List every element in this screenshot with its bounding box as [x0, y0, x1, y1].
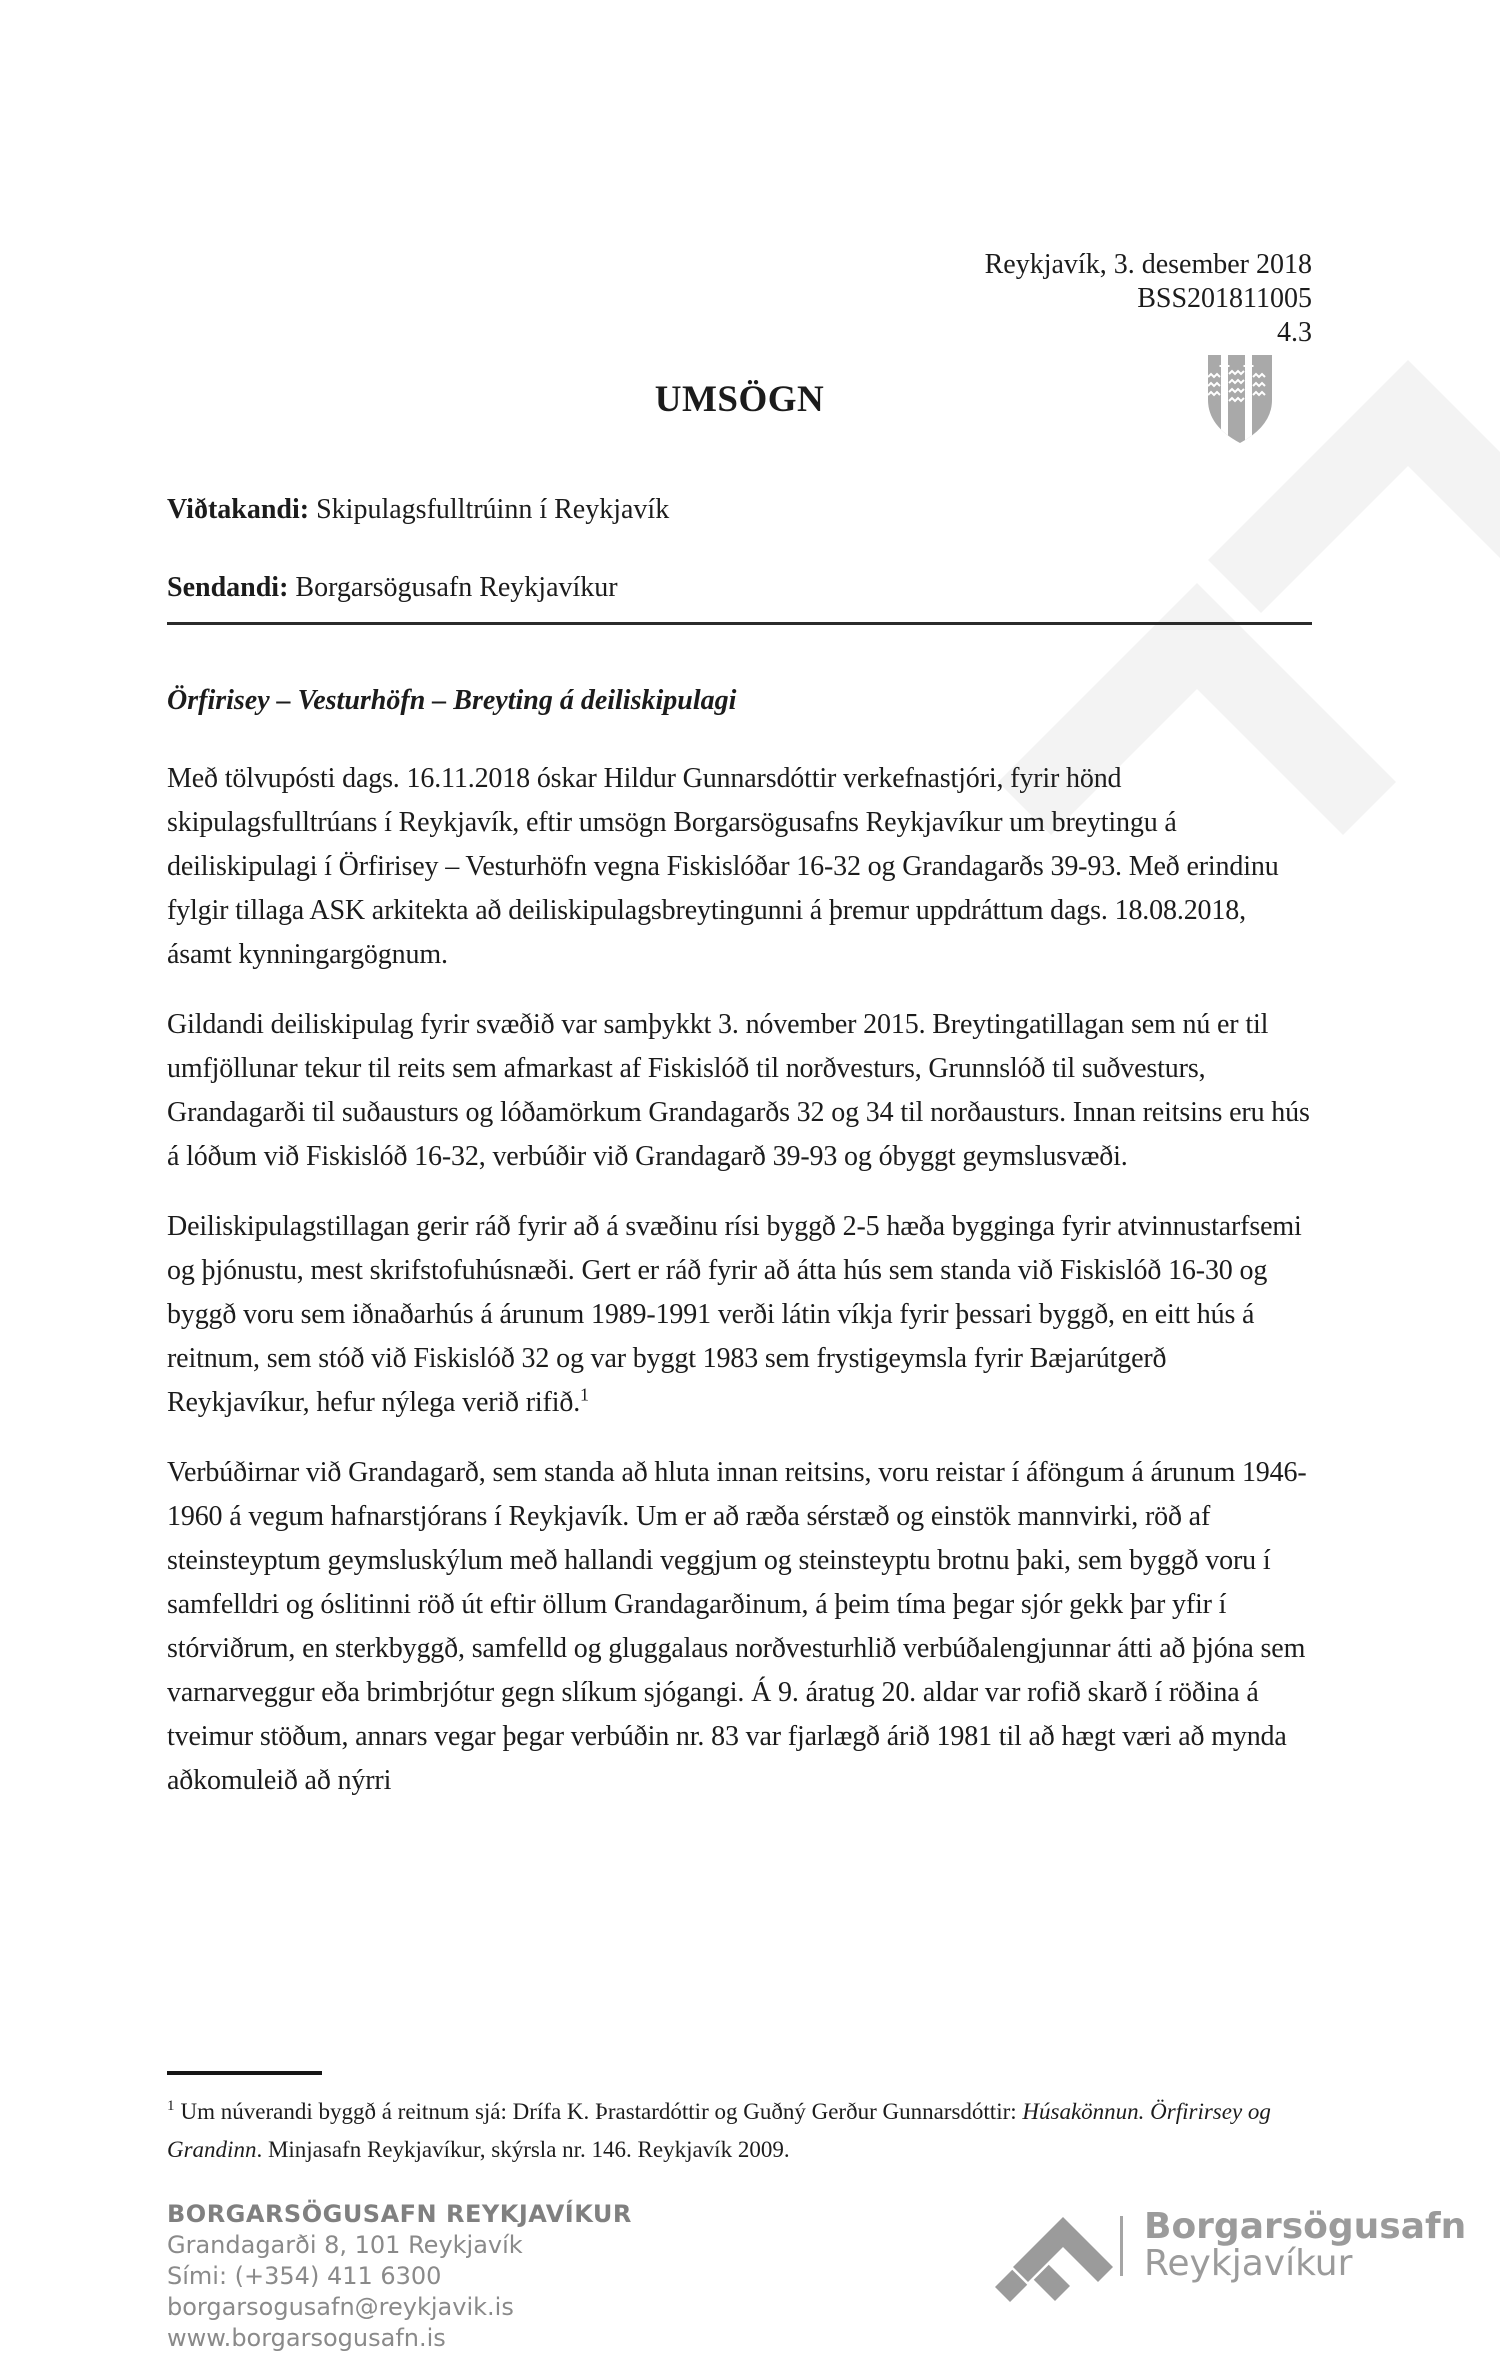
footer-website: www.borgarsogusafn.is — [167, 2324, 446, 2352]
sender-label: Sendandi: — [167, 572, 289, 603]
item-number: 4.3 — [1277, 317, 1312, 348]
footer-address: Grandagarði 8, 101 Reykjavík — [167, 2231, 523, 2259]
divider-rule — [167, 622, 1312, 625]
page-title: UMSÖGN — [654, 379, 825, 420]
footer-logo — [1144, 2208, 1466, 2282]
paragraph-2 — [167, 1003, 1312, 1179]
footer-logo-divider — [1120, 2216, 1123, 2276]
sender-row — [167, 570, 1312, 606]
document-body — [0, 248, 1500, 1803]
footer-logo-name-line1: Borgarsögusafn — [1144, 2206, 1467, 2247]
subject-heading: Örfirisey – Vesturhöfn – Breyting á deiliskipulagi — [167, 685, 737, 716]
footnote-italic-title: Húsakönnun. Örfirirsey og Grandinn — [167, 2099, 1271, 2162]
footnote-text: Um núverandi byggð á reitnum sjá: Drífa K. Þrastardóttir og Guðný Gerður Gunnarsdóttir: — [180, 2099, 1023, 2124]
sender-value: Borgarsögusafn Reykjavíkur — [295, 572, 618, 603]
footer-email: borgarsogusafn@reykjavik.is — [167, 2293, 514, 2321]
paragraph-2-text: Gildandi deiliskipulag fyrir svæðið var samþykkt 3. nóvember 2015. Breytingatillagan sem nú er til umfjöllunar tekur til reits sem afmarkast af Fiskislóð til norðvesturs, Grunnslóð til suðvesturs, Grandagarði til suðausturs og lóðamörkum Grandagarðs 32 og 34 til norðausturs. Innan reitsins eru hús á lóðum við Fiskislóð 16-32, verbúðir við Grandagarð 39-93 og óbyggt geymslusvæði. — [167, 1009, 1310, 1172]
footnote-reference: 1 — [580, 1384, 589, 1405]
case-id: BSS201811005 — [1137, 283, 1312, 314]
footer-logo-name-line2: Reykjavíkur — [1144, 2243, 1353, 2284]
paragraph-3 — [167, 1205, 1312, 1425]
document-page — [0, 248, 1500, 2371]
paragraph-4-text: Verbúðirnar við Grandagarð, sem standa að hluta innan reitsins, voru reistar í áföngum á árunum 1946-1960 á vegum hafnarstjórans í Reykjavík. Um er að ræða sérstæð og einstök mannvirki, röð af steinsteyptum geymsluskýlum með hallandi veggjum og steinsteyptu brotnu þaki, sem byggð voru í samfelldri og óslitinni röð út eftir öllum Grandagarðinum, á þeim tíma þegar sjór gekk þar yfir í stórviðrum, en sterkbyggð, samfelld og gluggalaus norðvesturhlið verbúðalengjunnar átti að þjóna sem varnarveggur eða brimbrjótur gegn slíkum sjógangi. Á 9. áratug 20. aldar var rofið skarð í röðina á tveimur stöðum, annars vegar þegar verbúðin nr. 83 var fjarlægð árið 1981 til að hægt væri að mynda aðkomuleið að nýrri — [167, 1457, 1307, 1796]
paragraph-1-text: Með tölvupósti dags. 16.11.2018 óskar Hildur Gunnarsdóttir verkefnastjóri, fyrir hönd skipulagsfulltrúans í Reykjavík, eftir umsögn Borgarsögusafns Reykjavíkur um breytingu á deiliskipulagi í Örfirisey – Vesturhöfn vegna Fiskislóðar 16-32 og Grandagarðs 39-93. Með erindinu fylgir tillaga ASK arkitekta að deiliskipulagsbreytingunni á þremur uppdráttum dags. 18.08.2018, ásamt kynningargögnum. — [167, 763, 1279, 970]
recipient-label: Viðtakandi: — [167, 494, 310, 525]
footnote-text-after: . Minjasafn Reykjavíkur, skýrsla nr. 146. Reykjavík 2009. — [256, 2137, 790, 2162]
paragraph-3-text: Deiliskipulagstillagan gerir ráð fyrir að á svæðinu rísi byggð 2-5 hæða bygginga fyrir atvinnustarfsemi og þjónustu, mest skrifstofuhúsnæði. Gert er ráð fyrir að átta hús sem standa við Fiskislóð 16-30 og byggð voru sem iðnaðarhús á árunum 1989-1991 verði látin víkja fyrir þessari byggð, en eitt hús á reitnum, sem stóð við Fiskislóð 32 og var byggt 1983 sem frystigeymsla fyrir Bæjarútgerð Reykjavíkur, hefur nýlega verið rifið. — [167, 1211, 1302, 1418]
mountains-icon — [980, 2206, 1115, 2311]
footnote — [167, 2093, 1317, 2169]
footer-phone: Sími: (+354) 411 6300 — [167, 2262, 442, 2290]
footnote-separator — [167, 2071, 322, 2075]
footnote-marker: 1 — [167, 2098, 175, 2115]
paragraph-4 — [167, 1451, 1312, 1803]
footer-contact-block — [167, 2199, 632, 2354]
place-date: Reykjavík, 3. desember 2018 — [984, 249, 1312, 280]
recipient-row — [167, 492, 1312, 528]
paragraph-1 — [167, 757, 1312, 977]
coat-of-arms-icon — [1207, 354, 1273, 444]
footer-org-name: BORGARSÖGUSAFN REYKJAVÍKUR — [167, 2200, 632, 2228]
header-block — [167, 248, 1312, 350]
recipient-value: Skipulagsfulltrúinn í Reykjavík — [316, 494, 670, 525]
